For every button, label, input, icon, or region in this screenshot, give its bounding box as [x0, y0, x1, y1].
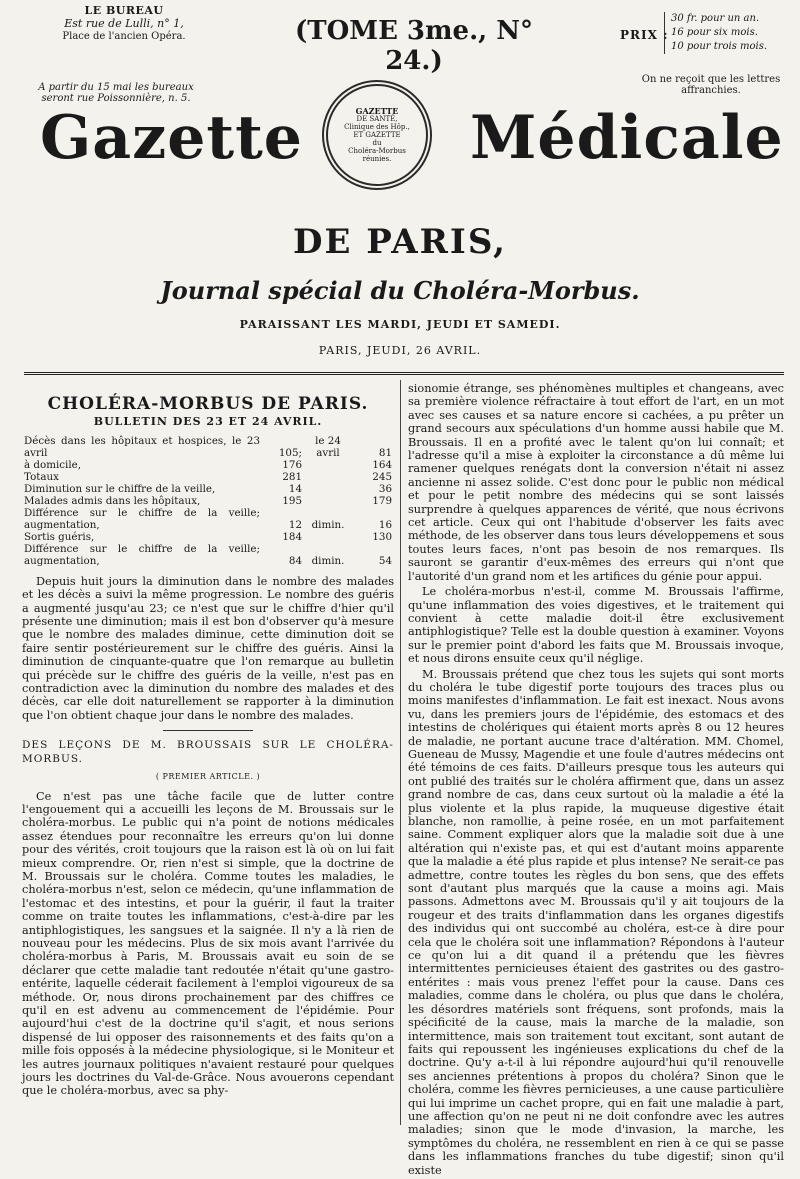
- bulletin-row: [22, 483, 394, 495]
- bulletin-table: [22, 435, 394, 567]
- bulletin-value-24: 130: [372, 530, 392, 543]
- bulletin-value-24: 36: [378, 482, 392, 495]
- seal-line-3: Clinique des Hôp.,: [344, 123, 410, 131]
- bulletin-mid: dimin.: [311, 518, 345, 531]
- bulletin-value-24: 16: [378, 518, 392, 531]
- bulletin-value-24: 164: [372, 458, 392, 471]
- seal-line-6: Choléra-Morbus: [348, 147, 406, 155]
- price-three-months: 10 pour trois mois.: [671, 41, 768, 52]
- bulletin-label: Décès dans les hôpitaux et hospices, le 23 avril: [24, 434, 260, 459]
- bureau-place: Place de l'ancien Opéra.: [62, 31, 186, 42]
- bulletin-label: Sortis guéris,: [24, 530, 95, 543]
- bulletin-row: [22, 471, 394, 483]
- bulletin-value-23: 84: [288, 554, 302, 567]
- masthead-rule: [24, 372, 784, 375]
- bulletin-mid: [304, 531, 352, 543]
- bulletin-row: [22, 459, 394, 471]
- bulletin-paragraph: Depuis huit jours la diminution dans le nombre des malades et les décès a suivi la même progression. Le nombre des guéris a augmenté jusqu'au 23; ce n'est que sur le chiffre d'hier qu'il présente une diminution; mais il est bon d'observer qu'à mesure que le nombre des malades diminue, cette diminution doit se faire sentir postérieurement sur le chiffre des guéris. Ainsi la diminution de cinquante-quatre que l'on remarque au bulletin qui précède sur le chiffre des guéris de la veille, n'est pas en contradiction avec la diminution du nombre des malades et des décès, car elle doit naturellement se rapporter à la diminution que l'on obtient chaque jour dans le nombre des malades.: [22, 574, 394, 722]
- bulletin-row: [22, 531, 394, 543]
- publication-schedule: PARAISSANT LES MARDI, JEUDI ET SAMEDI.: [239, 318, 561, 331]
- bulletin-label: Totaux: [24, 470, 59, 483]
- right-paragraph-1: sionomie étrange, ses phénomènes multiples et changeans, avec sa première violence réfractaire à tout effort de l'art, en un mot avec ses causes et sa nature encore si cachées, a pu prêter un grand secours aux spéculations d'un homme aussi habile que M. Broussais. Il en a profité avec le talent qu'on lui connaît; et l'adresse qu'il a mise à exploiter la circonstance a dû même lui ramener quelques renégats dont la conversion n'était ni assez ancienne ni assez solide. C'est donc pour le public non médical et pour le petit nombre des médecins qui se sont laissés surprendre à quelques apparences de vérité, que nous écrivons cet article. Ceux qui ont l'habitude d'observer les faits avec méthode, de les observer dans tous leurs développemens et sous toutes leurs faces, n'ont pas besoin de nos remarques. Ils sauront se garantir d'eux-mêmes des erreurs qui n'ont que l'autorité d'un grand nom et les artifices du génie pour appui.: [408, 382, 784, 583]
- letters-notice: [626, 74, 796, 96]
- moved-notice-line-2: seront rue Poissonnière, n. 5.: [41, 93, 191, 104]
- bulletin-row: [22, 507, 394, 531]
- seal-line-2: DE SANTÉ,: [356, 115, 398, 123]
- bulletin-row: [22, 543, 394, 567]
- price-six-months: 16 pour six mois.: [671, 27, 758, 38]
- right-paragraph-3: M. Broussais prétend que chez tous les sujets qui sont morts du choléra le tube digestif porte toujours des traces plus ou moins manifestes d'inflammation. Le fait est inexact. Nous avons vu, dans les premiers jours de l'épidémie, des estomacs et des intestins de cholériques qui étaient morts après 8 ou 12 heures de maladie, ne portant aucune trace d'altération. MM. Chomel, Gueneau de Mussy, Magendie et une foule d'autres médecins ont été témoins de ces faits. D'ailleurs presque tous les auteurs qui ont publié des traités sur le choléra affirment que, dans un assez grand nombre de cas, dans ceux surtout où la maladie a été la plus violente et la plus rapide, la muqueuse digestive était blanche, non ramollie, à peine rosée, en un mot parfaitement saine. Comment expliquer alors que la maladie soit due à une altération qui n'existe pas, et qui est d'autant moins apparente que la maladie a été plus rapide et plus intense? Ne serait-ce pas admettre, contre toutes les règles du bon sens, que des effets sont d'autant plus marqués que la cause a moins agi. Mais passons. Admettons avec M. Broussais qu'il y ait toujours de la rougeur et des traits d'inflammation dans les organes digestifs des individus qui ont succombé au choléra, est-ce à dire pour cela que le choléra soit une inflammation? Répondons à l'auteur ce qu'on lui a dit quand il a prétendu que les fièvres intermittentes pernicieuses étaient des gastrites ou des gastro-entérites : mais vous prenez l'effet pour la cause. Dans ces maladies, comme dans le choléra, ou plus que dans le choléra, les désordres matériels sont fréquens, sont profonds, mais la spécificité de la cause, mais la marche de la maladie, son intermittence, mais son traitement tout excitant, sont autant de faits qui repoussent les ingénieuses explications du chef de la doctrine. Qu'y a-t-il à lui répondre aujourd'hui qu'il renouvelle ses anciennes prétentions à propos du choléra? Sinon que le choléra, comme les fièvres pernicieuses, a une cause particulière qui lui imprime un cachet propre, qui en fait une maladie à part, une affection qu'on ne peut ni ne doit confondre avec les autres maladies; sinon que le mode d'invasion, la marche, les symptômes du choléra, ne ressemblent en rien à ce qui se passe dans les inflammations franches du tube digestif; sinon qu'il existe: [408, 667, 784, 1177]
- bulletin-mid: [304, 495, 352, 507]
- bulletin-row: [22, 495, 394, 507]
- bulletin-subheading: BULLETIN DES 23 ET 24 AVRIL.: [93, 415, 323, 429]
- issue-date: PARIS, JEUDI, 26 AVRIL.: [318, 344, 482, 357]
- bulletin-mid: dimin.: [311, 554, 345, 567]
- bulletin-value-24: 245: [372, 470, 392, 483]
- seal-line-7: réunies.: [362, 155, 392, 163]
- bulletin-value-24: 179: [372, 494, 392, 507]
- column-divider: [400, 380, 401, 1125]
- bulletin-label: Diminution sur le chiffre de la veille,: [24, 482, 216, 495]
- bulletin-value-23: 176: [282, 458, 302, 471]
- bulletin-value-23: 12: [288, 518, 302, 531]
- bulletin-mid: [304, 471, 352, 483]
- bulletin-label: Malades admis dans les hôpitaux,: [24, 494, 201, 507]
- section-separator: [163, 730, 253, 731]
- article-subheading: ( PREMIER ARTICLE. ): [155, 772, 261, 782]
- bulletin-value-24: 81: [378, 446, 392, 459]
- moved-notice: [16, 82, 216, 104]
- prix-label: PRIX :: [620, 28, 669, 42]
- right-column: [408, 382, 784, 1179]
- bulletin-value-23: 195: [282, 494, 302, 507]
- bulletin-label: Différence sur le chiffre de la veille; augmentation,: [24, 506, 260, 531]
- bulletin-label: Différence sur le chiffre de la veille; augmentation,: [24, 542, 260, 567]
- tome-number: (TOME 3me., N° 24.): [294, 16, 533, 76]
- bulletin-label: à domicile,: [24, 458, 81, 471]
- bureau-title: LE BUREAU: [84, 4, 164, 17]
- bureau-block: [24, 4, 224, 43]
- masthead-subtitle: Journal spécial du Choléra-Morbus.: [160, 276, 640, 305]
- bulletin-value-23: 281: [282, 470, 302, 483]
- bulletin-value-23: 184: [282, 530, 302, 543]
- bulletin-value-24: 54: [378, 554, 392, 567]
- seal-line-5: du: [372, 139, 382, 147]
- article-heading: DES LEÇONS DE M. BROUSSAIS SUR LE CHOLÉRA-MORBUS.: [22, 739, 394, 765]
- bulletin-heading: CHOLÉRA-MORBUS DE PARIS.: [47, 394, 369, 414]
- price-year: 30 fr. pour un an.: [671, 13, 760, 24]
- price-list: [664, 12, 767, 54]
- bureau-address: Est rue de Lulli, n° 1,: [64, 17, 184, 30]
- bulletin-mid: [304, 483, 352, 495]
- seal-line-4: ET GAZETTE: [353, 131, 401, 139]
- bulletin-mid: [304, 459, 352, 471]
- masthead-de-paris: DE PARIS,: [292, 222, 508, 262]
- bulletin-row: [22, 435, 394, 459]
- masthead-title-right: Médicale: [470, 103, 784, 173]
- bulletin-value-23: 14: [288, 482, 302, 495]
- bulletin-mid: le 24 avril: [315, 434, 341, 459]
- letters-notice-line-2: affranchies.: [681, 85, 741, 96]
- seal-line-1: GAZETTE: [355, 106, 399, 116]
- letters-notice-line-1: On ne reçoit que les lettres: [641, 74, 781, 85]
- left-column: [22, 382, 394, 1100]
- right-paragraph-2: Le choléra-morbus n'est-il, comme M. Broussais l'affirme, qu'une inflammation des voies digestives, et le traitement qui convient à cette maladie doit-il être exclusivement antiphlogistique? Telle est la double question à examiner. Voyons sur le premier point d'abord les faits que M. Broussais invoque, et nous dirons ensuite ceux qu'il néglige.: [408, 585, 784, 666]
- masthead-title-left: Gazette: [40, 103, 303, 173]
- moved-notice-line-1: A partir du 15 mai les bureaux: [38, 82, 194, 93]
- bulletin-value-23: 105;: [278, 446, 302, 459]
- masthead-seal: [322, 80, 432, 190]
- article-paragraph: Ce n'est pas une tâche facile que de lutter contre l'engouement qui a accueilli les leçons de M. Broussais sur le choléra-morbus. Le public qui n'a point de notions médicales assez étendues pour reconnaître les erreurs qu'on lui donne pour des vérités, croit toujours que la raison est là où on lui fait mieux comprendre. Or, rien n'est si simple, que la doctrine de M. Broussais sur le choléra. Comme toutes les maladies, le choléra-morbus n'est, selon ce médecin, qu'une inflammation de l'estomac et des intestins, et pour la guérir, il faut la traiter comme on traite toutes les inflammations, c'est-à-dire par les antiphlogistiques, les sangsues et la saignée. Il n'y a là rien de nouveau pour les médecins. Plus de six mois avant l'arrivée du choléra-morbus à Paris, M. Broussais avait eu soin de se déclarer que cette maladie tant redoutée n'était qu'une gastro-entérite, laquelle céderait facilement à l'emploi vigoureux de sa méthode. Or, nous dirons prochainement par des chiffres ce qu'il en est advenu au commencement de l'épidémie. Pour aujourd'hui c'est de la doctrine qu'il s'agit, et nous serions dispensé de lui opposer des raisonnements et des faits qu'on a mille fois opposés à la médecine physiologique, si le Moniteur et les autres journaux politiques n'avaient restauré pour quelques jours les doctrines du Val-de-Grâce. Nous avouerons cependant que le choléra-morbus, avec sa phy-: [22, 789, 394, 1098]
